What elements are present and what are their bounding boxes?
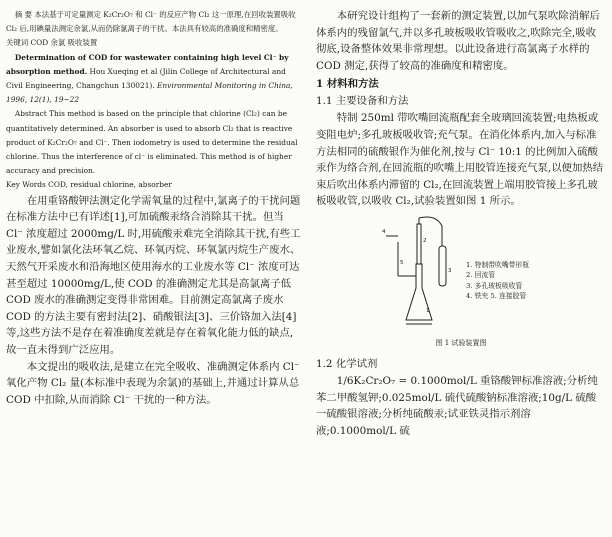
legend-item: 1. 特制带吹嘴带形瓶 bbox=[466, 260, 530, 269]
legend-item: 3. 多孔玻板吸收管 bbox=[466, 281, 523, 290]
english-authors: Hou Xueqing et al (Jilin College of Architectural and Civil Engineering, Changchun 130021). bbox=[6, 66, 286, 91]
abstract-chinese: 摘 要 本法基于可定量测定 K₂Cr₂O₇ 和 Cl⁻ 的反应产物 Cl₂ 这一原理,在回收装置吸收 Cl₂ 后,用碘量法测定余氯,从而仍除氯离子的干扰。本法具有较高的准确度和精密度。 bbox=[6, 10, 296, 34]
svg-text:2: 2 bbox=[423, 237, 427, 244]
svg-text:5: 5 bbox=[400, 259, 404, 266]
reflux-condenser-shape bbox=[417, 224, 421, 264]
abstract-english: Abstract This method is based on the principle that chlorine (Cl₂) can be quantitatively determined. An absorber is used to absorb Cl₂ that is reactive product of K₂Cr₂O₇ and Cl⁻. Then iodometry is used to determine the residual chlorine. Thus the interference of cl⁻ is eliminated. This method is of higher accuracy and precision. bbox=[6, 109, 298, 176]
legend-item: 4. 铁夹 5. 连接胶管 bbox=[466, 292, 527, 301]
figure-legend bbox=[466, 260, 529, 302]
figure-caption: 图 1 试验装置图 bbox=[435, 338, 487, 347]
apparatus-diagram bbox=[376, 216, 466, 336]
right-column bbox=[316, 8, 606, 439]
body-paragraph-2: 本文提出的吸收法,是建立在完全吸收、准确测定体系内 Cl⁻ 氧化产物 Cl₂ 量(本标准中表现为余氯)的基础上,并通过计算从总 COD 中扣除,从而消除 Cl⁻ 干扰的一种方法。 bbox=[6, 360, 300, 406]
keywords-chinese: 关键词 COD 余氯 吸收装置 bbox=[6, 38, 98, 48]
reagents-paragraph: 1/6K₂Cr₂O₇ = 0.1000mol/L 重铬酸钾标准溶液;分析纯苯二甲酸氢钾;0.025mol/L 硫代硫酸钠标准溶液;10g/L 硫酸一硫酸银溶液;分析纯硫酸汞;试亚铁灵指示剂溶液;0.1000mol/L 硫 bbox=[316, 374, 598, 437]
english-citation bbox=[6, 51, 302, 108]
absorber-tube bbox=[439, 246, 446, 286]
english-title: Determination of COD for wastewater containing high level Cl⁻ by absorption method. bbox=[6, 52, 289, 76]
section-heading-1-2: 1.2 化学试剂 bbox=[316, 357, 378, 370]
methods-paragraph: 特制 250ml 带吹嘴回流瓶配套全玻璃回流装置;电热板或变阻电炉;多孔玻板吸收管;充气泵。在消化体系内,加入与标准方法相同的硫酸银作为催化剂,按与 Cl⁻ 10:1 的比例加入硫酸汞作为络合剂,在回流瓶的吹嘴上用胶管连接充气泵,以便加热结束后吹出体系内滞留的 Cl₂,在回流装置上端用胶管接上多孔玻板吸收管,以吸收 Cl₂,试验装置如图 1 所示。 bbox=[316, 112, 604, 208]
svg-text:3: 3 bbox=[448, 267, 452, 274]
apparatus-figure bbox=[316, 216, 606, 354]
body-paragraph-1: 在用重铬酸钾法测定化学需氧量的过程中,氯离子的干扰问题在标准方法中已有详述[1],可加硫酸汞络合消除其干扰。但当 Cl⁻ 浓度超过 2000mg/L 时,用硫酸汞难完全消除其干扰,有些工业废水,譬如氯化法环氧乙烷、环氧丙烷、环氧氯丙烷生产废水、天然气开采废水和沿海地区使用海水的工业废水等 Cl⁻ 浓度可达甚至超过 10000mg/L,使 COD 的准确测定尤其是高氯离子低 COD 废水的准确测定变得非常困难。目前测定高氯离子废水 COD 的方法主要有密封法[2]、硝酸银法[3]、三价铬加入法[4]等,这些方法不是存在着准确度差就是存在着氧化能力低的缺点,故一直未得到广泛应用。 bbox=[6, 194, 301, 356]
section-heading-1-1: 1.1 主要设备和方法 bbox=[316, 95, 409, 108]
keywords-english: Key Words COD, residual chlorine, absorber bbox=[6, 180, 172, 190]
legend-item: 2. 回流管 bbox=[466, 271, 496, 280]
left-column bbox=[6, 8, 302, 408]
svg-text:4: 4 bbox=[382, 228, 386, 235]
section-heading-1: 1 材料和方法 bbox=[316, 78, 379, 91]
svg-text:1: 1 bbox=[426, 307, 430, 314]
intro-paragraph: 本研究设计组构了一套新的测定装置,以加气泵吹除消解后体系内的残留氯气,并以多孔玻板吸收管吸收之,吹除完全,吸收彻底,设备整体效果非常理想。以此设备进行高氯离子水样的 COD 测定,获得了较高的准确度和精密度。 bbox=[316, 10, 600, 72]
english-journal: Environmental Monitoring in China, 1996, 12(1), 19~22 bbox=[6, 81, 293, 105]
